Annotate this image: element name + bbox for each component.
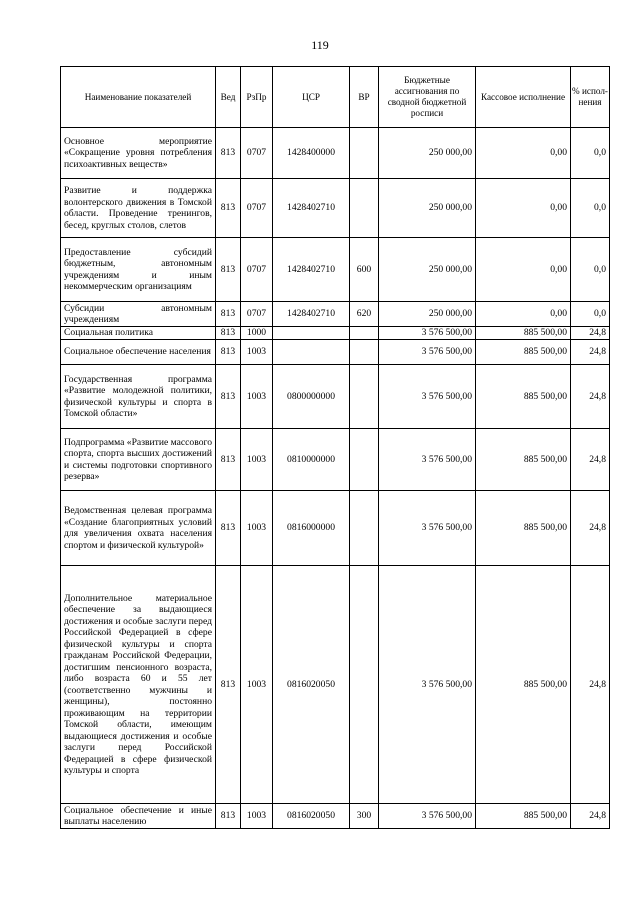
row-budget: 3 576 500,00: [379, 429, 476, 491]
row-name: Социальная политика: [61, 327, 216, 340]
row-cash: 885 500,00: [476, 804, 571, 829]
table-row: [61, 804, 610, 829]
row-budget: 250 000,00: [379, 179, 476, 238]
row-percent: 24,8: [571, 491, 610, 566]
row-rzpr: 1003: [241, 804, 273, 829]
row-ved: 813: [216, 340, 241, 365]
row-percent: 24,8: [571, 804, 610, 829]
row-percent: 0,0: [571, 128, 610, 179]
row-budget: 250 000,00: [379, 128, 476, 179]
row-vr: [350, 429, 379, 491]
table-row: [61, 302, 610, 327]
row-vr: [350, 128, 379, 179]
row-rzpr: 0707: [241, 128, 273, 179]
row-budget: 3 576 500,00: [379, 566, 476, 804]
row-csr: 0816020050: [273, 566, 350, 804]
row-csr: 1428402710: [273, 302, 350, 327]
header-rzpr: РзПр: [241, 67, 273, 128]
row-budget: 3 576 500,00: [379, 365, 476, 429]
row-budget: 3 576 500,00: [379, 491, 476, 566]
row-csr: [273, 340, 350, 365]
row-percent: 0,0: [571, 179, 610, 238]
row-rzpr: 0707: [241, 302, 273, 327]
table-row: [61, 179, 610, 238]
row-percent: 0,0: [571, 302, 610, 327]
row-csr: 0800000000: [273, 365, 350, 429]
row-vr: [350, 491, 379, 566]
row-name: Социальное обеспечение населения: [61, 340, 216, 365]
row-cash: 885 500,00: [476, 365, 571, 429]
row-budget: 250 000,00: [379, 302, 476, 327]
row-name: Субсидии автономным учреждениям: [61, 302, 216, 327]
row-csr: 1428402710: [273, 238, 350, 302]
row-vr: 300: [350, 804, 379, 829]
table-row: [61, 327, 610, 340]
row-cash: 885 500,00: [476, 566, 571, 804]
row-ved: 813: [216, 238, 241, 302]
row-ved: 813: [216, 327, 241, 340]
row-rzpr: 1003: [241, 566, 273, 804]
row-ved: 813: [216, 429, 241, 491]
row-name: Государственная программа «Развитие молодежной политики, физической культуры и спорта в Томской области»: [61, 365, 216, 429]
header-csr: ЦСР: [273, 67, 350, 128]
row-percent: 24,8: [571, 429, 610, 491]
row-cash: 0,00: [476, 128, 571, 179]
row-rzpr: 1003: [241, 365, 273, 429]
row-name: Ведомственная целевая программа «Создание благоприятных условий для увеличения охвата населения спортом и физической культурой»: [61, 491, 216, 566]
row-name: Предоставление субсидий бюджетным, автономным учреждениям и иным некоммерческим организациям: [61, 238, 216, 302]
row-cash: 885 500,00: [476, 429, 571, 491]
row-ved: 813: [216, 491, 241, 566]
table-row: [61, 340, 610, 365]
row-name: Дополнительное материальное обеспечение за выдающиеся достижения и особые заслуги перед Российской Федерацией в сфере физической культуры и спорта гражданам Российской Федерации, достигшим пенсионного возраста, либо возраста 60 и 55 лет (соответственно мужчины и женщины), постоянно проживающим на территории Томской области, имеющим выдающиеся достижения и особые заслуги перед Российской Федерацией в сфере физической культуры и спорта: [61, 566, 216, 804]
row-rzpr: 1003: [241, 429, 273, 491]
row-rzpr: 1003: [241, 491, 273, 566]
row-vr: [350, 340, 379, 365]
row-csr: 0816000000: [273, 491, 350, 566]
header-ved: Вед: [216, 67, 241, 128]
row-ved: 813: [216, 302, 241, 327]
row-name: Подпрограмма «Развитие массового спорта, спорта высших достижений и системы подготовки спортивного резерва»: [61, 429, 216, 491]
row-ved: 813: [216, 128, 241, 179]
row-vr: [350, 365, 379, 429]
table-row: [61, 238, 610, 302]
row-vr: 620: [350, 302, 379, 327]
budget-execution-table: [60, 66, 610, 829]
row-cash: 0,00: [476, 238, 571, 302]
row-csr: 0810000000: [273, 429, 350, 491]
row-percent: 24,8: [571, 340, 610, 365]
row-budget: 3 576 500,00: [379, 340, 476, 365]
row-cash: 0,00: [476, 179, 571, 238]
row-rzpr: 1003: [241, 340, 273, 365]
table-row: [61, 491, 610, 566]
table-row: [61, 566, 610, 804]
header-budget: Бюджетные ассигнования по сводной бюджетной росписи: [379, 67, 476, 128]
row-name: Социальное обеспечение и иные выплаты населению: [61, 804, 216, 829]
row-rzpr: 0707: [241, 238, 273, 302]
row-vr: [350, 179, 379, 238]
row-csr: 0816020050: [273, 804, 350, 829]
row-cash: 885 500,00: [476, 327, 571, 340]
row-cash: 0,00: [476, 302, 571, 327]
row-vr: 600: [350, 238, 379, 302]
row-budget: 3 576 500,00: [379, 804, 476, 829]
header-cash: Кассовое исполнение: [476, 67, 571, 128]
row-percent: 24,8: [571, 327, 610, 340]
row-vr: [350, 327, 379, 340]
row-budget: 250 000,00: [379, 238, 476, 302]
row-vr: [350, 566, 379, 804]
table-header-row: [61, 67, 610, 128]
row-cash: 885 500,00: [476, 491, 571, 566]
header-name: Наименование показателей: [61, 67, 216, 128]
table-row: [61, 429, 610, 491]
header-vr: ВР: [350, 67, 379, 128]
row-name: Основное мероприятие «Сокращение уровня потребления психоактивных веществ»: [61, 128, 216, 179]
row-rzpr: 0707: [241, 179, 273, 238]
row-ved: 813: [216, 365, 241, 429]
row-name: Развитие и поддержка волонтерского движения в Томской области. Проведение тренингов, бесед, круглых столов, слетов: [61, 179, 216, 238]
row-cash: 885 500,00: [476, 340, 571, 365]
row-percent: 24,8: [571, 365, 610, 429]
row-ved: 813: [216, 566, 241, 804]
row-csr: 1428402710: [273, 179, 350, 238]
table-row: [61, 128, 610, 179]
row-csr: [273, 327, 350, 340]
row-budget: 3 576 500,00: [379, 327, 476, 340]
row-percent: 0,0: [571, 238, 610, 302]
row-ved: 813: [216, 179, 241, 238]
table-row: [61, 365, 610, 429]
row-ved: 813: [216, 804, 241, 829]
header-percent: % испол-нения: [571, 67, 610, 128]
page-number: 119: [311, 38, 329, 52]
row-rzpr: 1000: [241, 327, 273, 340]
row-csr: 1428400000: [273, 128, 350, 179]
row-percent: 24,8: [571, 566, 610, 804]
